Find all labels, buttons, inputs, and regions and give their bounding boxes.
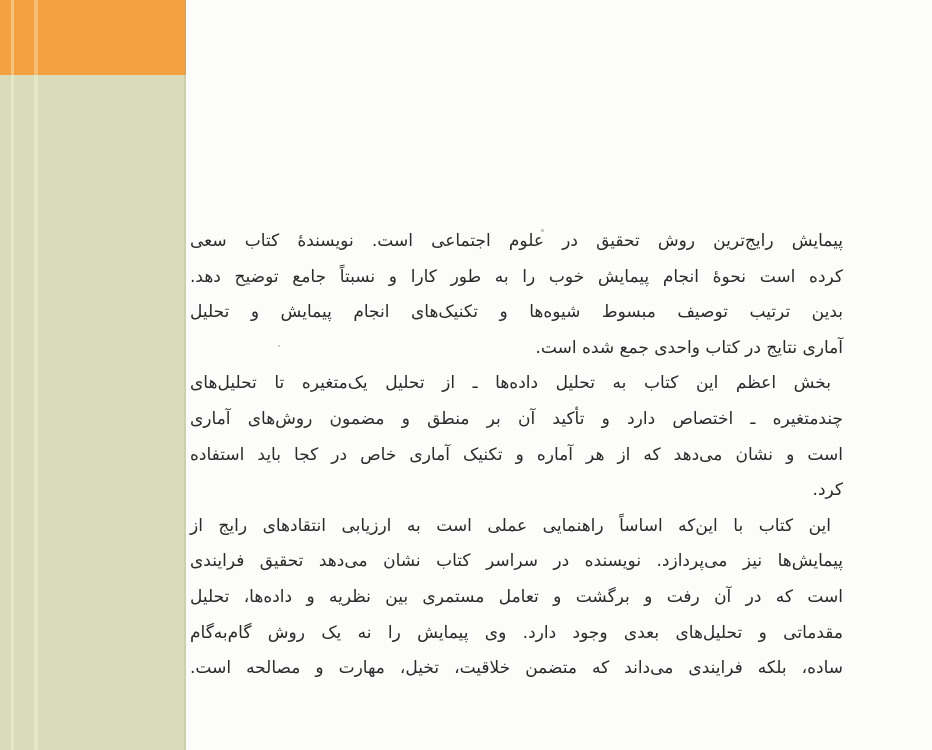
blurb-line: آماری نتایج در کتاب واحدی جمع شده است. [535, 337, 843, 358]
blurb-line: ساده، بلکه فرایندی می‌داند که متضمن خلاقیت، تخیل، مهارت و مصالحه است. [190, 658, 843, 679]
blurb-line: این کتاب با این‌که اساساً راهنمایی عملی است به ارزیابی انتقادهای رایج از [190, 515, 831, 536]
blurb-line: است که در آن رفت و برگشت و تعامل مستمری بین نظریه و داده‌ها، تحلیل [190, 586, 843, 607]
blurb-line: چندمتغیره ـ اختصاص دارد و تأکید آن بر منطق و مضمون روش‌های آماری [190, 408, 843, 429]
blurb-text [190, 224, 843, 687]
cover-color-band [0, 0, 186, 750]
band-stripe [11, 0, 14, 750]
blurb-line: پیمایش رایج‌ترین روش تحقیق در علوم اجتماعی است. نویسندهٔ کتاب سعی [190, 231, 843, 251]
blurb-line: کرد. [812, 480, 843, 501]
blurb-line: مقدماتی و تحلیل‌های بعدی وجود دارد. وی پیمایش را نه یک روش گام‌به‌گام [190, 622, 843, 643]
orange-color-block [0, 0, 186, 75]
blurb-line: کرده است نحوهٔ انجام پیمایش خوب را به طور کارا و نسبتاً جامع توضیح دهد. [190, 266, 843, 287]
blurb-line: پیمایش‌ها نیز می‌پردازد. نویسنده در سراسر کتاب نشان می‌دهد تحقیق فرایندی [190, 551, 843, 572]
blurb-line: است و نشان می‌دهد که از هر آماره و تکنیک آماری خاص در کجا باید استفاده [190, 444, 843, 465]
band-stripe [34, 0, 38, 750]
band-edge [184, 0, 186, 750]
blurb-line: بخش اعظم این کتاب به تحلیل داده‌ها ـ از تحلیل یک‌متغیره تا تحلیل‌های [190, 373, 831, 394]
blurb-line: بدین ترتیب توصیف مبسوط شیوه‌ها و تکنیک‌های انجام پیمایش و تحلیل [190, 302, 843, 323]
